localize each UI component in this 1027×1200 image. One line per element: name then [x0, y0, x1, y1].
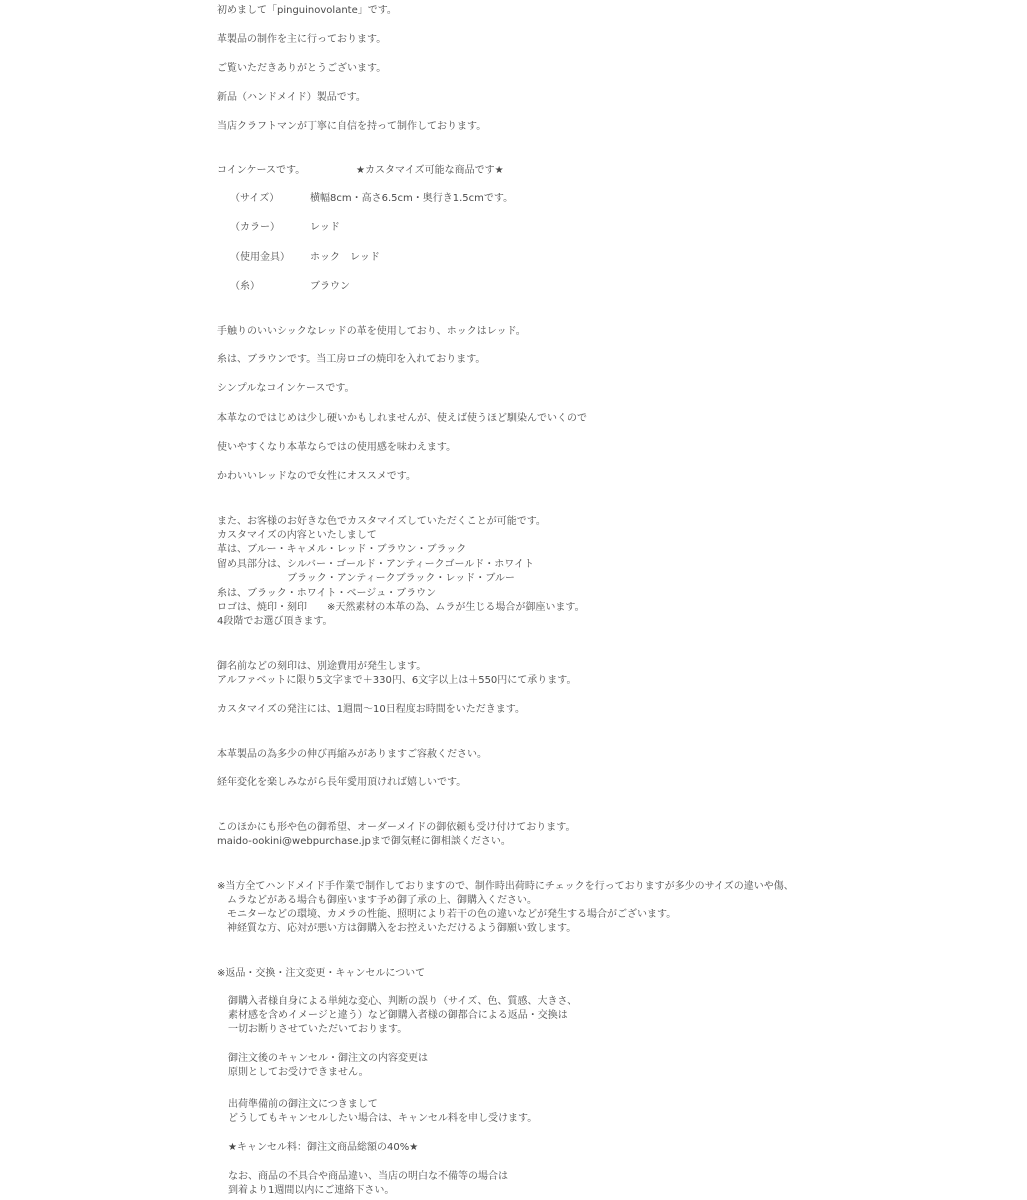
customize-line: また、お客様のお好きな色でカスタマイズしていただくことが可能です。 [217, 516, 546, 527]
spec-value: ホック レッド [310, 252, 380, 263]
notes-line: ※当方全てハンドメイド手作業で制作しておりますので、制作時出荷時にチェックを行っておりますが多少のサイズの違いや傷、 [217, 881, 794, 892]
intro-line: 革製品の制作を主に行っております。 [217, 34, 387, 45]
contact-line: このほかにも形や色の御希望、オーダーメイドの御依頼も受け付けております。 [217, 822, 576, 833]
customizable-note: ★カスタマイズ可能な商品です★ [356, 165, 504, 176]
engraving-line: カスタマイズの発注には、1週間～10日程度お時間をいただきます。 [217, 704, 525, 715]
customize-line: 留め具部分は、シルバー・ゴールド・アンティークゴールド・ホワイト [217, 559, 534, 570]
returns-line: 素材感を含めイメージと違う）など御購入者様の御都合による返品・交換は [228, 1010, 568, 1021]
spec-label: （糸） [230, 281, 260, 292]
returns-line: 御注文後のキャンセル・御注文の内容変更は [228, 1053, 428, 1064]
returns-line: 御購入者様自身による単純な変心、判断の誤り（サイズ、色、質感、大きさ、 [228, 996, 578, 1007]
description-line: 手触りのいいシックなレッドの革を使用しており、ホックはレッド。 [217, 326, 526, 337]
intro-line: 新品（ハンドメイド）製品です。 [217, 92, 366, 103]
spec-value: 横幅8cm・高さ6.5cm・奥行き1.5cmです。 [310, 193, 514, 204]
description-line: 糸は、ブラウンです。当工房ロゴの焼印を入れております。 [217, 354, 486, 365]
description-line: シンプルなコインケースです。 [217, 383, 355, 394]
aging-line: 本革製品の為多少の伸び再縮みがありますご容赦ください。 [217, 749, 487, 760]
description-line: 本革なのではじめは少し硬いかもしれませんが、使えば使うほど馴染んでいくので [217, 413, 587, 424]
customize-line: 革は、ブルー・キャメル・レッド・ブラウン・ブラック [217, 544, 467, 555]
intro-line: 当店クラフトマンが丁寧に自信を持って制作しております。 [217, 121, 487, 132]
cancel-fee-line: ★キャンセル料：御注文商品総額の40%★ [228, 1142, 419, 1153]
returns-heading: ※返品・交換・注文変更・キャンセルについて [217, 968, 426, 979]
description-line: 使いやすくなり本革ならではの使用感を味わえます。 [217, 442, 457, 453]
notes-line: 神経質な方、応対が悪い方は御購入をお控えいただけるよう御願い致します。 [217, 923, 577, 934]
engraving-line: 御名前などの刻印は、別途費用が発生します。 [217, 661, 427, 672]
returns-line: 到着より1週間以内にご連絡下さい。 [228, 1185, 395, 1196]
spec-label: （サイズ） [230, 193, 280, 204]
product-title: コインケースです。 [217, 165, 306, 176]
customize-line: 糸は、ブラック・ホワイト・ベージュ・ブラウン [217, 588, 437, 599]
intro-line: 初めまして「pinguinovolante」です。 [217, 5, 397, 16]
returns-line: なお、商品の不具合や商品違い、当店の明白な不備等の場合は [228, 1171, 508, 1182]
customize-line: ブラック・アンティークブラック・レッド・ブルー [217, 573, 515, 584]
contact-email-line: maido-ookini@webpurchase.jpまで御気軽に御相談ください。 [217, 836, 511, 847]
returns-line: 出荷準備前の御注文につきまして [228, 1099, 378, 1110]
returns-line: 原則としてお受けできません。 [228, 1067, 369, 1078]
notes-line: モニターなどの環境、カメラの性能、照明により若干の色の違いなどが発生する場合がございます。 [217, 909, 677, 920]
returns-line: どうしてもキャンセルしたい場合は、キャンセル料を申し受けます。 [228, 1113, 538, 1124]
returns-line: 一切お断りさせていただいております。 [228, 1024, 408, 1035]
aging-line: 経年変化を楽しみながら長年愛用頂ければ嬉しいです。 [217, 777, 467, 788]
intro-line: ご覧いただきありがとうございます。 [217, 63, 387, 74]
customize-line: ロゴは、焼印・刻印 ※天然素材の本革の為、ムラが生じる場合が御座います。 [217, 602, 585, 613]
notes-line: ムラなどがある場合も御座います予め御了承の上、御購入ください。 [217, 895, 537, 906]
customize-line: カスタマイズの内容といたしまして [217, 530, 377, 541]
spec-value: ブラウン [310, 281, 350, 292]
spec-label: （カラー） [230, 222, 280, 233]
customize-line: 4段階でお選び頂きます。 [217, 616, 333, 627]
engraving-line: アルファベットに限り5文字まで＋330円、6文字以上は＋550円にて承ります。 [217, 675, 577, 686]
description-line: かわいいレッドなので女性にオススメです。 [217, 471, 416, 482]
spec-label: （使用金具） [230, 252, 290, 263]
spec-value: レッド [310, 222, 340, 233]
